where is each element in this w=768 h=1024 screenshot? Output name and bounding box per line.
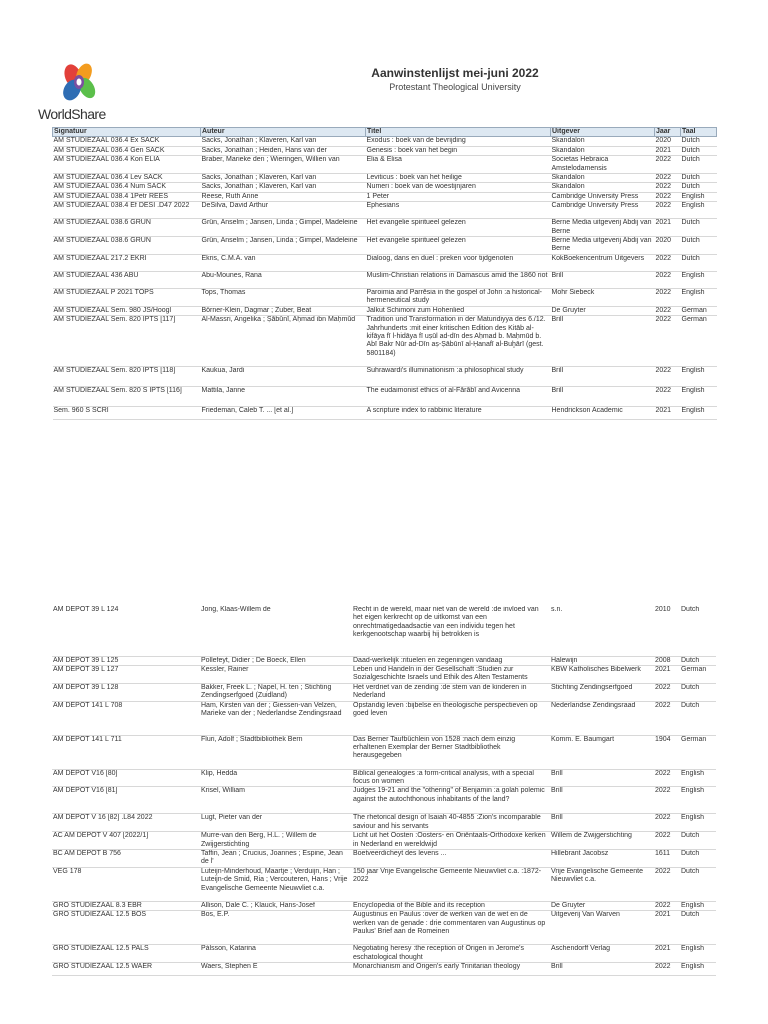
jaar-cell: 1904 — [654, 735, 680, 769]
taal-cell: English — [680, 769, 716, 787]
taal-cell: Dutch — [681, 174, 717, 183]
auteur-cell: Pollefeyt, Didier ; De Boeck, Ellen — [200, 656, 352, 665]
signatuur-cell: AM STUDIEZAAL 038.4 Ef DESI .D47 2022 — [53, 202, 201, 219]
auteur-cell: Bos, E.P. — [200, 911, 352, 945]
auteur-cell: Friedeman, Caleb T. ... [et al.] — [201, 407, 366, 420]
taal-cell: Dutch — [680, 867, 716, 901]
jaar-cell: 2020 — [655, 137, 681, 146]
taal-cell: Dutch — [680, 606, 716, 656]
taal-cell: Dutch — [680, 683, 716, 701]
titel-cell: 150 jaar Vrije Evangelische Gemeente Nieuwvliet c.a. :1872-2022 — [352, 867, 550, 901]
table-row — [53, 306, 717, 315]
auteur-cell: Taffin, Jean ; Crucius, Joannes ; Espine, Jean de l' — [200, 849, 352, 867]
signatuur-cell: AM STUDIEZAAL 436 ABU — [53, 271, 201, 288]
uitgever-cell: Skandalon — [551, 146, 655, 155]
uitgever-cell: Brill — [550, 814, 654, 832]
table-row — [53, 237, 717, 255]
titel-cell: Leviticus : boek van het heilige — [366, 174, 551, 183]
signatuur-cell: AM DEPOT 39 L 128 — [52, 683, 200, 701]
table-row — [52, 656, 716, 665]
table-row — [53, 146, 717, 155]
titel-cell: Opstandig leven :bijbelse en theologische perspectieven op goed leven — [352, 701, 550, 735]
uitgever-cell: De Gruyter — [550, 901, 654, 910]
table-row — [52, 606, 716, 656]
table-row — [53, 202, 717, 219]
auteur-cell: DeSilva, David Arthur — [201, 202, 366, 219]
page-title: Aanwinstenlijst mei-juni 2022 — [371, 66, 539, 80]
uitgever-cell: Hillebrant Jacobsz — [550, 849, 654, 867]
jaar-cell: 2022 — [654, 901, 680, 910]
titel-cell: Genesis : boek van het begin — [366, 146, 551, 155]
table-row — [53, 137, 717, 146]
auteur-cell: Krisel, William — [200, 787, 352, 814]
jaar-cell: 2022 — [654, 832, 680, 850]
taal-cell: German — [680, 735, 716, 769]
titel-cell: Biblical genealogies :a form-critical analysis, with a special focus on women — [352, 769, 550, 787]
jaar-cell: 2022 — [655, 387, 681, 407]
jaar-cell: 2021 — [654, 665, 680, 683]
titel-cell: Suhrawardi's illuminationism :a philosophical study — [366, 367, 551, 387]
jaar-cell: 2022 — [655, 288, 681, 306]
table-row — [52, 911, 716, 945]
taal-cell: English — [681, 367, 717, 387]
taal-cell: English — [680, 901, 716, 910]
column-header-titel: Titel — [366, 128, 551, 137]
signatuur-cell: Sem. 960 S SCRI — [53, 407, 201, 420]
signatuur-cell: AM DEPOT 141 L 711 — [52, 735, 200, 769]
uitgever-cell: Vrije Evangelische Gemeente Nieuwvliet c.a. — [550, 867, 654, 901]
table-row — [53, 183, 717, 192]
uitgever-cell: Berne Media uitgeverij Abdij van Berne — [551, 237, 655, 255]
table-row — [52, 849, 716, 867]
table-row — [53, 316, 717, 367]
taal-cell: English — [680, 963, 716, 976]
auteur-cell: Pálsson, Katarina — [200, 945, 352, 963]
document-header — [330, 66, 580, 92]
jaar-cell: 2022 — [655, 202, 681, 219]
uitgever-cell: Cambridge University Press — [551, 192, 655, 201]
titel-cell: Negotiating heresy :the reception of Origen in Jerome's eschatological thought — [352, 945, 550, 963]
auteur-cell: Ekris, C.M.A. van — [201, 254, 366, 271]
table-row — [53, 367, 717, 387]
taal-cell: Dutch — [681, 254, 717, 271]
auteur-cell: Grün, Anselm ; Jansen, Linda ; Gimpel, Madeleine — [201, 219, 366, 237]
titel-cell: Monarchianism and Origen's early Trinitarian theology — [352, 963, 550, 976]
signatuur-cell: AM DEPOT 39 L 125 — [52, 656, 200, 665]
signatuur-cell: BC AM DEPOT B 756 — [52, 849, 200, 867]
titel-cell: Numeri : boek van de woestijnjaren — [366, 183, 551, 192]
titel-cell: Exodus : boek van de bevrijding — [366, 137, 551, 146]
uitgever-cell: Halewijn — [550, 656, 654, 665]
uitgever-cell: Brill — [551, 387, 655, 407]
titel-cell: Tradition und Transformation in der Maturidiyya des 6./12. Jahrhunderts :mit einer kritischen Edition des Kitāb al-kifāya fī l-hidāya fī uṣūl ad-dīn des Aḥmad b. Maḥmūd b. Abī Bakr Nūr ad-Dīn aṣ-Ṣābūnī al-Ḥanafī al-Buḫārī (gest. 5801184) — [366, 316, 551, 367]
worldshare-logo — [38, 62, 118, 124]
auteur-cell: Kaukua, Jardi — [201, 367, 366, 387]
signatuur-cell: AM DEPOT 39 L 124 — [52, 606, 200, 656]
signatuur-cell: AM STUDIEZAAL 038.4 1Petr REES — [53, 192, 201, 201]
auteur-cell: Allison, Dale C. ; Klauck, Hans-Josef — [200, 901, 352, 910]
titel-cell: Het verdriet van de zending :de stem van de kinderen in Nederland — [352, 683, 550, 701]
jaar-cell: 2022 — [654, 963, 680, 976]
titel-cell: Elia & Elisa — [366, 156, 551, 174]
titel-cell: Daad-werkelijk :rituelen en zegeningen vandaag — [352, 656, 550, 665]
signatuur-cell: AM STUDIEZAAL 036.4 Kon ELIA — [53, 156, 201, 174]
column-header-jaar: Jaar — [655, 128, 681, 137]
jaar-cell: 2022 — [655, 254, 681, 271]
column-header-signatuur: Signatuur — [53, 128, 201, 137]
uitgever-cell: Uitgeverij Van Warven — [550, 911, 654, 945]
acquisitions-table-1 — [52, 127, 717, 420]
column-header-taal: Taal — [681, 128, 717, 137]
table-row — [53, 407, 717, 420]
signatuur-cell: AM STUDIEZAAL Sem. 820 S IPTS [116] — [53, 387, 201, 407]
auteur-cell: Sacks, Jonathan ; Klaveren, Karl van — [201, 174, 366, 183]
jaar-cell: 2020 — [655, 237, 681, 255]
auteur-cell: Kessler, Rainer — [200, 665, 352, 683]
taal-cell: English — [680, 787, 716, 814]
acquisitions-table-2 — [52, 606, 716, 976]
signatuur-cell: AM STUDIEZAAL P 2021 TOPS — [53, 288, 201, 306]
auteur-cell: Sacks, Jonathan ; Klaveren, Karl van — [201, 137, 366, 146]
jaar-cell: 2021 — [655, 407, 681, 420]
signatuur-cell: AM STUDIEZAAL Sem. 980 JS/Hoogl — [53, 306, 201, 315]
titel-cell: Leben und Handeln in der Gesellschaft :Studien zur Sozialgeschichte Israels und Ethik des Alten Testaments — [352, 665, 550, 683]
worldshare-logo-icon — [60, 62, 98, 104]
auteur-cell: Klip, Hedda — [200, 769, 352, 787]
auteur-cell: Jong, Klaas-Willem de — [200, 606, 352, 656]
table-row — [52, 665, 716, 683]
table-row — [53, 156, 717, 174]
table-header-row — [53, 128, 717, 137]
uitgever-cell: Aschendorff Verlag — [550, 945, 654, 963]
signatuur-cell: AM STUDIEZAAL 036.4 Ex SACK — [53, 137, 201, 146]
taal-cell: English — [681, 407, 717, 420]
titel-cell: Ephesians — [366, 202, 551, 219]
table-row — [53, 387, 717, 407]
table-row — [52, 945, 716, 963]
taal-cell: Dutch — [681, 137, 717, 146]
jaar-cell: 2022 — [655, 306, 681, 315]
signatuur-cell: GRO STUDIEZAAL 12.5 PALS — [52, 945, 200, 963]
taal-cell: English — [681, 192, 717, 201]
uitgever-cell: Mohr Siebeck — [551, 288, 655, 306]
titel-cell: Muslim-Christian relations in Damascus amid the 1860 riot — [366, 271, 551, 288]
table-row — [52, 963, 716, 976]
table-row — [53, 254, 717, 271]
uitgever-cell: s.n. — [550, 606, 654, 656]
column-header-uitgever: Uitgever — [551, 128, 655, 137]
jaar-cell: 2022 — [655, 183, 681, 192]
jaar-cell: 2021 — [654, 911, 680, 945]
titel-cell: Boetveerdicheyt des levens ... — [352, 849, 550, 867]
auteur-cell: Murre-van den Berg, H.L. ; Willem de Zwijgerstichting — [200, 832, 352, 850]
signatuur-cell: AM STUDIEZAAL 038.6 GRUN — [53, 237, 201, 255]
titel-cell: Jalkut Schimoni zum Hohenlied — [366, 306, 551, 315]
uitgever-cell: Skandalon — [551, 183, 655, 192]
signatuur-cell: AM STUDIEZAAL Sem. 820 IPTS [118] — [53, 367, 201, 387]
page-subtitle: Protestant Theological University — [389, 82, 521, 92]
signatuur-cell: AC AM DEPOT V 407 [2022/1] — [52, 832, 200, 850]
titel-cell: Encyclopedia of the Bible and its reception — [352, 901, 550, 910]
taal-cell: Dutch — [681, 237, 717, 255]
signatuur-cell: AM STUDIEZAAL Sem. 820 IPTS [117] — [53, 316, 201, 367]
table-row — [53, 174, 717, 183]
uitgever-cell: Brill — [550, 769, 654, 787]
signatuur-cell: AM STUDIEZAAL 036.4 Lev SACK — [53, 174, 201, 183]
titel-cell: The rhetorical design of Isaiah 40-4855 :Zion's incomparable saviour and his servants — [352, 814, 550, 832]
auteur-cell: Waers, Stephen E — [200, 963, 352, 976]
taal-cell: Dutch — [680, 849, 716, 867]
signatuur-cell: AM STUDIEZAAL 038.6 GRUN — [53, 219, 201, 237]
taal-cell: Dutch — [680, 656, 716, 665]
jaar-cell: 2022 — [654, 814, 680, 832]
uitgever-cell: Komm. E. Baumgart — [550, 735, 654, 769]
table-row — [53, 271, 717, 288]
taal-cell: German — [681, 306, 717, 315]
uitgever-cell: De Gruyter — [551, 306, 655, 315]
uitgever-cell: Brill — [550, 963, 654, 976]
taal-cell: English — [681, 202, 717, 219]
table-row — [52, 701, 716, 735]
auteur-cell: Tops, Thomas — [201, 288, 366, 306]
jaar-cell: 2022 — [655, 192, 681, 201]
table-row — [52, 683, 716, 701]
uitgever-cell: Brill — [551, 367, 655, 387]
signatuur-cell: AM STUDIEZAAL 217.2 EKRI — [53, 254, 201, 271]
taal-cell: Dutch — [681, 156, 717, 174]
taal-cell: German — [681, 316, 717, 367]
titel-cell: Licht uit het Oosten :Oosters- en Oriëntaals-Orthodoxe kerken in Nederland en wereldwijd — [352, 832, 550, 850]
jaar-cell: 2022 — [655, 271, 681, 288]
titel-cell: Het evangelie spiritueel gelezen — [366, 237, 551, 255]
auteur-cell: Luteijn-Minderhoud, Maartje ; Verduijn, Han ; Luteijn-de Smid, Ria ; Vercouteren, Hans ; Vrije Evangelische Gemeente Nieuwvliet c.a. — [200, 867, 352, 901]
uitgever-cell: Brill — [550, 787, 654, 814]
taal-cell: Dutch — [681, 146, 717, 155]
uitgever-cell: KokBoekencentrum Uitgevers — [551, 254, 655, 271]
titel-cell: The eudaimonist ethics of al-Fārābī and Avicenna — [366, 387, 551, 407]
titel-cell: 1 Peter — [366, 192, 551, 201]
taal-cell: English — [681, 271, 717, 288]
taal-cell: English — [681, 288, 717, 306]
table-row — [52, 814, 716, 832]
auteur-cell: Grün, Anselm ; Jansen, Linda ; Gimpel, Madeleine — [201, 237, 366, 255]
logo-text: WorldShare — [38, 106, 106, 122]
table-row — [52, 901, 716, 910]
signatuur-cell: AM DEPOT V 16 [82] .L84 2022 — [52, 814, 200, 832]
jaar-cell: 2021 — [655, 146, 681, 155]
taal-cell: Dutch — [680, 701, 716, 735]
jaar-cell: 2022 — [654, 769, 680, 787]
auteur-cell: Mattila, Janne — [201, 387, 366, 407]
titel-cell: Paroimia and Parrēsia in the gospel of John :a historical-hermeneutical study — [366, 288, 551, 306]
jaar-cell: 2022 — [655, 367, 681, 387]
uitgever-cell: Cambridge University Press — [551, 202, 655, 219]
titel-cell: Judges 19-21 and the "othering" of Benjamin :a golah polemic against the autochthonous inhabitants of the land? — [352, 787, 550, 814]
jaar-cell: 2008 — [654, 656, 680, 665]
table-row — [52, 867, 716, 901]
table-row — [53, 219, 717, 237]
jaar-cell: 2022 — [655, 316, 681, 367]
taal-cell: Dutch — [681, 183, 717, 192]
jaar-cell: 2021 — [655, 219, 681, 237]
taal-cell: English — [681, 387, 717, 407]
auteur-cell: Lugt, Pieter van der — [200, 814, 352, 832]
titel-cell: A scripture index to rabbinic literature — [366, 407, 551, 420]
table-row — [53, 288, 717, 306]
taal-cell: Dutch — [680, 911, 716, 945]
table-row — [52, 787, 716, 814]
signatuur-cell: AM DEPOT 141 L 708 — [52, 701, 200, 735]
table-row — [53, 192, 717, 201]
signatuur-cell: AM DEPOT 39 L 127 — [52, 665, 200, 683]
jaar-cell: 2021 — [654, 945, 680, 963]
uitgever-cell: Hendrickson Academic — [551, 407, 655, 420]
signatuur-cell: GRO STUDIEZAAL 12.5 BOS — [52, 911, 200, 945]
titel-cell: Das Berner Taufbüchlein von 1528 :nach dem einzig erhaltenen Exemplar der Berner Stadtbibliothek herausgegeben — [352, 735, 550, 769]
uitgever-cell: Stichting Zendingserfgoed — [550, 683, 654, 701]
auteur-cell: Al-Massri, Angelika ; Ṣābūnī, Aḥmad ibn Maḥmūd — [201, 316, 366, 367]
uitgever-cell: Nederlandse Zendingsraad — [550, 701, 654, 735]
jaar-cell: 2022 — [654, 701, 680, 735]
table-row — [52, 832, 716, 850]
uitgever-cell: Skandalon — [551, 137, 655, 146]
taal-cell: English — [680, 814, 716, 832]
taal-cell: Dutch — [681, 219, 717, 237]
signatuur-cell: AM DEPOT V16 [80] — [52, 769, 200, 787]
auteur-cell: Braber, Marieke den ; Wieringen, Willien van — [201, 156, 366, 174]
uitgever-cell: Berne Media uitgeverij Abdij van Berne — [551, 219, 655, 237]
column-header-auteur: Auteur — [201, 128, 366, 137]
uitgever-cell: Societas Hebraica Amstelodamensis — [551, 156, 655, 174]
jaar-cell: 1611 — [654, 849, 680, 867]
uitgever-cell: Skandalon — [551, 174, 655, 183]
uitgever-cell: Brill — [551, 316, 655, 367]
table-row — [52, 769, 716, 787]
jaar-cell: 2022 — [655, 156, 681, 174]
auteur-cell: Bakker, Freek L. ; Napel, H. ten ; Stichting Zendingserfgoed (Zuidland) — [200, 683, 352, 701]
jaar-cell: 2022 — [654, 867, 680, 901]
signatuur-cell: AM STUDIEZAAL 036.4 Num SACK — [53, 183, 201, 192]
uitgever-cell: Willem de Zwijgerstichting — [550, 832, 654, 850]
table-row — [52, 735, 716, 769]
signatuur-cell: GRO STUDIEZAAL 8.3 EBR — [52, 901, 200, 910]
jaar-cell: 2022 — [654, 683, 680, 701]
titel-cell: Augustinus en Paulus :over de werken van de wet en de werken van de genade : drie commentaren van Augustinus op Paulus' Brief aan de Romeinen — [352, 911, 550, 945]
taal-cell: Dutch — [680, 832, 716, 850]
titel-cell: Het evangelie spiritueel gelezen — [366, 219, 551, 237]
titel-cell: Recht in de wereld, maar niet van de wereld :de invloed van het eigen kerkrecht op de uitkomst van een onrechtmatigedaadsactie van een individu tegen het kerkgenootschap waarbij hij betrokken is — [352, 606, 550, 656]
taal-cell: English — [680, 945, 716, 963]
auteur-cell: Reese, Ruth Anne — [201, 192, 366, 201]
auteur-cell: Abu-Mounes, Rana — [201, 271, 366, 288]
signatuur-cell: AM STUDIEZAAL 036.4 Gen SACK — [53, 146, 201, 155]
uitgever-cell: Brill — [551, 271, 655, 288]
auteur-cell: Börner-Klein, Dagmar ; Zuber, Beat — [201, 306, 366, 315]
auteur-cell: Sacks, Jonathan ; Heiden, Hans van der — [201, 146, 366, 155]
titel-cell: Dialoog, dans en duel : preken voor tijdgenoten — [366, 254, 551, 271]
signatuur-cell: VEG 178 — [52, 867, 200, 901]
uitgever-cell: KBW Katholisches Bibelwerk — [550, 665, 654, 683]
signatuur-cell: AM DEPOT V16 [81] — [52, 787, 200, 814]
jaar-cell: 2022 — [655, 174, 681, 183]
jaar-cell: 2022 — [654, 787, 680, 814]
auteur-cell: Ham, Kirsten van der ; Giessen-van Velzen, Marieke van der ; Nederlandse Zendingsraad — [200, 701, 352, 735]
auteur-cell: Sacks, Jonathan ; Klaveren, Karl van — [201, 183, 366, 192]
auteur-cell: Fluri, Adolf ; Stadtbibliothek Bern — [200, 735, 352, 769]
taal-cell: German — [680, 665, 716, 683]
signatuur-cell: GRO STUDIEZAAL 12.5 WAER — [52, 963, 200, 976]
jaar-cell: 2010 — [654, 606, 680, 656]
